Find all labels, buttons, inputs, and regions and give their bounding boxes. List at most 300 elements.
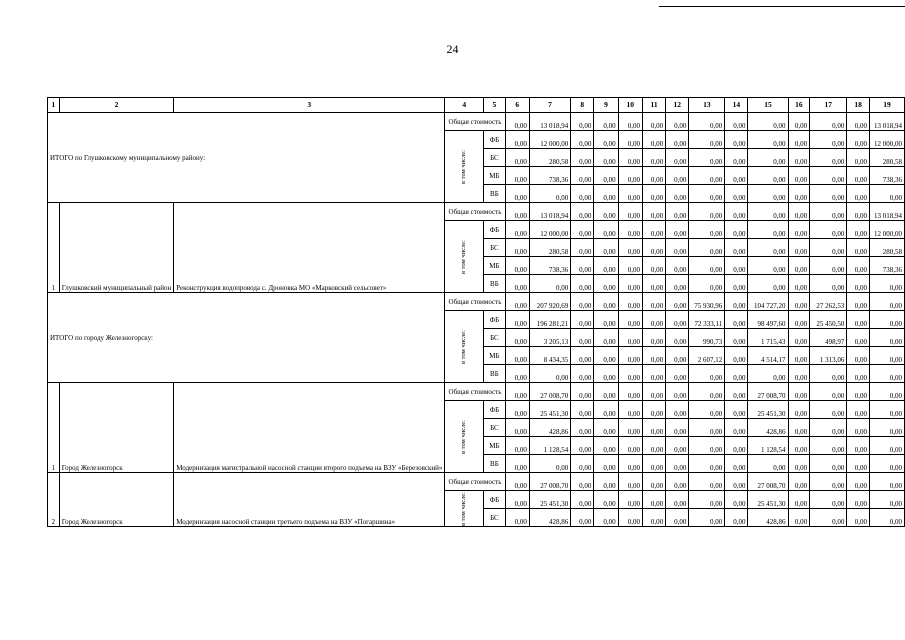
value-cell: 0,00 <box>847 401 870 419</box>
value-cell: 0,00 <box>689 131 725 149</box>
value-cell: 0,00 <box>847 221 870 239</box>
value-cell: 0,00 <box>618 437 642 455</box>
value-cell: 0,00 <box>788 185 810 203</box>
value-cell: 0,00 <box>847 329 870 347</box>
total-cost-label: Общая стоимость <box>445 203 505 221</box>
value-cell: 0,00 <box>594 221 618 239</box>
funding-source: БС <box>484 239 505 257</box>
value-cell: 207 920,69 <box>529 293 570 311</box>
value-cell: 0,00 <box>505 419 529 437</box>
value-cell: 0,00 <box>870 491 905 509</box>
value-cell: 0,00 <box>788 473 810 491</box>
value-cell: 0,00 <box>571 293 594 311</box>
value-cell: 0,00 <box>689 167 725 185</box>
value-cell: 0,00 <box>642 509 665 527</box>
value-cell: 0,00 <box>725 185 748 203</box>
value-cell: 428,86 <box>529 419 570 437</box>
value-cell: 0,00 <box>689 401 725 419</box>
value-cell: 0,00 <box>594 419 618 437</box>
funding-source: ФБ <box>484 401 505 419</box>
value-cell: 0,00 <box>594 383 618 401</box>
value-cell: 0,00 <box>870 365 905 383</box>
value-cell: 0,00 <box>618 275 642 293</box>
value-cell: 0,00 <box>642 455 665 473</box>
value-cell: 0,00 <box>571 383 594 401</box>
value-cell: 0,00 <box>505 185 529 203</box>
value-cell: 0,00 <box>571 455 594 473</box>
value-cell: 0,00 <box>505 347 529 365</box>
value-cell: 0,00 <box>642 383 665 401</box>
col-header: 15 <box>748 98 788 113</box>
col-header: 19 <box>870 98 905 113</box>
value-cell: 0,00 <box>847 239 870 257</box>
value-cell: 0,00 <box>689 509 725 527</box>
municipality-name: Город Железногорск <box>59 383 174 473</box>
value-cell: 0,00 <box>788 311 810 329</box>
value-cell: 0,00 <box>618 293 642 311</box>
value-cell: 0,00 <box>689 383 725 401</box>
value-cell: 280,58 <box>870 149 905 167</box>
value-cell: 0,00 <box>847 491 870 509</box>
value-cell: 0,00 <box>748 239 788 257</box>
value-cell: 27 008,70 <box>748 473 788 491</box>
value-cell: 0,00 <box>666 167 689 185</box>
value-cell: 0,00 <box>748 365 788 383</box>
value-cell: 0,00 <box>810 383 847 401</box>
value-cell: 0,00 <box>666 257 689 275</box>
value-cell: 72 333,11 <box>689 311 725 329</box>
value-cell: 428,86 <box>748 509 788 527</box>
value-cell: 0,00 <box>788 401 810 419</box>
value-cell: 0,00 <box>748 131 788 149</box>
col-header: 17 <box>810 98 847 113</box>
value-cell: 0,00 <box>847 473 870 491</box>
value-cell: 0,00 <box>666 203 689 221</box>
value-cell: 0,00 <box>571 113 594 131</box>
value-cell: 428,86 <box>529 509 570 527</box>
value-cell: 0,00 <box>642 221 665 239</box>
value-cell: 0,00 <box>642 491 665 509</box>
funding-source: ФБ <box>484 311 505 329</box>
value-cell: 428,86 <box>748 419 788 437</box>
in-which-text: в том числе: <box>460 240 468 274</box>
municipality-name: Глушковский муниципальный район <box>59 203 174 293</box>
value-cell: 0,00 <box>748 275 788 293</box>
value-cell: 0,00 <box>618 185 642 203</box>
in-which-label <box>445 401 484 473</box>
value-cell: 0,00 <box>725 437 748 455</box>
value-cell: 25 450,50 <box>810 311 847 329</box>
value-cell: 0,00 <box>642 257 665 275</box>
value-cell: 13 018,94 <box>870 203 905 221</box>
total-cost-label: Общая стоимость <box>445 383 505 401</box>
value-cell: 0,00 <box>870 437 905 455</box>
value-cell: 0,00 <box>725 491 748 509</box>
value-cell: 280,58 <box>870 239 905 257</box>
value-cell: 0,00 <box>810 275 847 293</box>
value-cell: 738,36 <box>529 257 570 275</box>
funding-source: ФБ <box>484 221 505 239</box>
value-cell: 0,00 <box>748 203 788 221</box>
in-which-label <box>445 491 484 527</box>
value-cell: 0,00 <box>618 113 642 131</box>
value-cell: 0,00 <box>788 239 810 257</box>
value-cell: 0,00 <box>666 437 689 455</box>
value-cell: 0,00 <box>505 221 529 239</box>
value-cell: 0,00 <box>594 167 618 185</box>
value-cell: 0,00 <box>725 383 748 401</box>
value-cell: 0,00 <box>666 491 689 509</box>
col-header: 2 <box>59 98 174 113</box>
value-cell: 0,00 <box>725 509 748 527</box>
total-row <box>48 113 905 131</box>
in-which-text: в том числе: <box>460 150 468 184</box>
value-cell: 13 018,94 <box>529 203 570 221</box>
value-cell: 0,00 <box>810 455 847 473</box>
object-row <box>48 473 905 491</box>
value-cell: 0,00 <box>571 311 594 329</box>
value-cell: 0,00 <box>505 149 529 167</box>
value-cell: 0,00 <box>870 311 905 329</box>
value-cell: 0,00 <box>788 383 810 401</box>
value-cell: 0,00 <box>788 221 810 239</box>
value-cell: 0,00 <box>571 203 594 221</box>
value-cell: 0,00 <box>788 167 810 185</box>
value-cell: 0,00 <box>689 275 725 293</box>
value-cell: 0,00 <box>666 149 689 167</box>
value-cell: 8 434,35 <box>529 347 570 365</box>
value-cell: 1 715,43 <box>748 329 788 347</box>
value-cell: 0,00 <box>725 419 748 437</box>
value-cell: 0,00 <box>689 185 725 203</box>
value-cell: 0,00 <box>725 365 748 383</box>
funding-source: ВБ <box>484 185 505 203</box>
funding-source: БС <box>484 509 505 527</box>
value-cell: 0,00 <box>529 365 570 383</box>
col-header: 7 <box>529 98 570 113</box>
value-cell: 0,00 <box>594 455 618 473</box>
value-cell: 738,36 <box>529 167 570 185</box>
value-cell: 0,00 <box>618 203 642 221</box>
value-cell: 0,00 <box>788 275 810 293</box>
value-cell: 0,00 <box>571 221 594 239</box>
col-header: 3 <box>174 98 445 113</box>
value-cell: 0,00 <box>505 257 529 275</box>
object-name: Реконструкция водопровода с. Дроновка МО «Марковский сельсовет» <box>174 203 445 293</box>
total-row <box>48 293 905 311</box>
value-cell: 0,00 <box>810 473 847 491</box>
value-cell: 0,00 <box>666 311 689 329</box>
value-cell: 0,00 <box>847 311 870 329</box>
value-cell: 98 497,60 <box>748 311 788 329</box>
value-cell: 0,00 <box>666 473 689 491</box>
value-cell: 0,00 <box>810 167 847 185</box>
value-cell: 13 018,94 <box>529 113 570 131</box>
value-cell: 0,00 <box>642 365 665 383</box>
value-cell: 0,00 <box>618 473 642 491</box>
value-cell: 0,00 <box>666 419 689 437</box>
value-cell: 0,00 <box>725 311 748 329</box>
value-cell: 0,00 <box>847 455 870 473</box>
funding-source: МБ <box>484 167 505 185</box>
value-cell: 0,00 <box>689 113 725 131</box>
value-cell: 0,00 <box>725 221 748 239</box>
value-cell: 0,00 <box>505 401 529 419</box>
value-cell: 0,00 <box>810 365 847 383</box>
value-cell: 0,00 <box>870 329 905 347</box>
value-cell: 0,00 <box>571 131 594 149</box>
value-cell: 0,00 <box>618 401 642 419</box>
value-cell: 0,00 <box>810 509 847 527</box>
value-cell: 0,00 <box>594 365 618 383</box>
value-cell: 0,00 <box>788 455 810 473</box>
value-cell: 0,00 <box>571 167 594 185</box>
col-header: 14 <box>725 98 748 113</box>
value-cell: 12 000,00 <box>529 221 570 239</box>
value-cell: 0,00 <box>689 437 725 455</box>
value-cell: 0,00 <box>642 275 665 293</box>
value-cell: 0,00 <box>847 131 870 149</box>
value-cell: 0,00 <box>748 257 788 275</box>
value-cell: 0,00 <box>642 401 665 419</box>
value-cell: 25 451,30 <box>748 491 788 509</box>
value-cell: 27 008,70 <box>748 383 788 401</box>
funding-source: МБ <box>484 257 505 275</box>
value-cell: 0,00 <box>618 131 642 149</box>
value-cell: 0,00 <box>642 473 665 491</box>
value-cell: 0,00 <box>847 113 870 131</box>
value-cell: 0,00 <box>666 329 689 347</box>
value-cell: 0,00 <box>847 419 870 437</box>
value-cell: 0,00 <box>725 203 748 221</box>
value-cell: 0,00 <box>748 185 788 203</box>
value-cell: 12 000,00 <box>870 221 905 239</box>
value-cell: 0,00 <box>725 167 748 185</box>
total-label: ИТОГО по Глушковскому муниципальному району: <box>48 113 445 203</box>
value-cell: 0,00 <box>618 419 642 437</box>
value-cell: 0,00 <box>571 419 594 437</box>
funding-source: ФБ <box>484 131 505 149</box>
funding-source: МБ <box>484 437 505 455</box>
in-which-text: в том числе: <box>460 420 468 454</box>
value-cell: 27 262,53 <box>810 293 847 311</box>
value-cell: 0,00 <box>725 131 748 149</box>
value-cell: 0,00 <box>689 149 725 167</box>
value-cell: 0,00 <box>642 167 665 185</box>
value-cell: 0,00 <box>725 455 748 473</box>
value-cell: 0,00 <box>748 221 788 239</box>
value-cell: 0,00 <box>571 473 594 491</box>
value-cell: 0,00 <box>505 437 529 455</box>
value-cell: 0,00 <box>788 509 810 527</box>
value-cell: 0,00 <box>618 509 642 527</box>
col-header: 1 <box>48 98 60 113</box>
value-cell: 196 281,21 <box>529 311 570 329</box>
value-cell: 0,00 <box>505 473 529 491</box>
value-cell: 0,00 <box>870 455 905 473</box>
value-cell: 0,00 <box>689 257 725 275</box>
object-name: Модернизация насосной станции третьего подъема на ВЗУ «Погаршина» <box>174 473 445 527</box>
funding-source: БС <box>484 419 505 437</box>
value-cell: 1 128,54 <box>529 437 570 455</box>
col-header: 6 <box>505 98 529 113</box>
value-cell: 0,00 <box>666 509 689 527</box>
value-cell: 738,36 <box>870 167 905 185</box>
value-cell: 0,00 <box>571 509 594 527</box>
value-cell: 0,00 <box>666 455 689 473</box>
value-cell: 0,00 <box>505 383 529 401</box>
value-cell: 0,00 <box>505 509 529 527</box>
value-cell: 0,00 <box>847 365 870 383</box>
value-cell: 0,00 <box>810 149 847 167</box>
row-index: 1 <box>48 203 60 293</box>
value-cell: 0,00 <box>571 275 594 293</box>
value-cell: 0,00 <box>810 437 847 455</box>
value-cell: 738,36 <box>870 257 905 275</box>
value-cell: 0,00 <box>505 455 529 473</box>
object-row <box>48 203 905 221</box>
value-cell: 0,00 <box>689 365 725 383</box>
value-cell: 0,00 <box>870 509 905 527</box>
value-cell: 0,00 <box>571 347 594 365</box>
value-cell: 0,00 <box>666 131 689 149</box>
value-cell: 0,00 <box>594 473 618 491</box>
value-cell: 0,00 <box>642 239 665 257</box>
in-which-label <box>445 311 484 383</box>
value-cell: 12 000,00 <box>870 131 905 149</box>
value-cell: 0,00 <box>666 239 689 257</box>
value-cell: 0,00 <box>618 311 642 329</box>
value-cell: 0,00 <box>870 401 905 419</box>
total-label: ИТОГО по городу Железногорску: <box>48 293 445 383</box>
value-cell: 0,00 <box>666 185 689 203</box>
value-cell: 0,00 <box>788 257 810 275</box>
value-cell: 990,73 <box>689 329 725 347</box>
value-cell: 0,00 <box>870 275 905 293</box>
total-cost-label: Общая стоимость <box>445 113 505 131</box>
value-cell: 25 451,30 <box>748 401 788 419</box>
value-cell: 0,00 <box>642 437 665 455</box>
value-cell: 280,58 <box>529 149 570 167</box>
value-cell: 0,00 <box>788 347 810 365</box>
value-cell: 0,00 <box>788 131 810 149</box>
value-cell: 0,00 <box>594 293 618 311</box>
value-cell: 0,00 <box>810 131 847 149</box>
value-cell: 0,00 <box>571 185 594 203</box>
value-cell: 0,00 <box>642 185 665 203</box>
value-cell: 27 008,70 <box>529 383 570 401</box>
value-cell: 0,00 <box>847 437 870 455</box>
value-cell: 0,00 <box>642 347 665 365</box>
funding-source: ВБ <box>484 365 505 383</box>
value-cell: 0,00 <box>689 239 725 257</box>
value-cell: 280,58 <box>529 239 570 257</box>
value-cell: 0,00 <box>870 347 905 365</box>
value-cell: 0,00 <box>810 185 847 203</box>
value-cell: 0,00 <box>810 419 847 437</box>
value-cell: 0,00 <box>618 365 642 383</box>
value-cell: 0,00 <box>870 293 905 311</box>
funding-source: ВБ <box>484 275 505 293</box>
value-cell: 0,00 <box>748 167 788 185</box>
value-cell: 0,00 <box>810 113 847 131</box>
col-header: 16 <box>788 98 810 113</box>
value-cell: 0,00 <box>666 347 689 365</box>
col-header: 4 <box>445 98 484 113</box>
total-cost-label: Общая стоимость <box>445 293 505 311</box>
value-cell: 0,00 <box>725 293 748 311</box>
value-cell: 0,00 <box>666 365 689 383</box>
value-cell: 0,00 <box>642 293 665 311</box>
value-cell: 12 000,00 <box>529 131 570 149</box>
value-cell: 0,00 <box>847 185 870 203</box>
value-cell: 0,00 <box>594 185 618 203</box>
header-row <box>48 98 905 113</box>
value-cell: 0,00 <box>725 275 748 293</box>
value-cell: 0,00 <box>642 203 665 221</box>
value-cell: 0,00 <box>666 221 689 239</box>
value-cell: 0,00 <box>594 437 618 455</box>
value-cell: 0,00 <box>666 293 689 311</box>
value-cell: 0,00 <box>642 329 665 347</box>
value-cell: 0,00 <box>870 185 905 203</box>
value-cell: 0,00 <box>870 473 905 491</box>
value-cell: 0,00 <box>725 113 748 131</box>
value-cell: 498,97 <box>810 329 847 347</box>
value-cell: 0,00 <box>810 221 847 239</box>
value-cell: 0,00 <box>725 257 748 275</box>
col-header: 13 <box>689 98 725 113</box>
value-cell: 25 451,30 <box>529 401 570 419</box>
value-cell: 0,00 <box>748 455 788 473</box>
value-cell: 0,00 <box>618 455 642 473</box>
top-rule <box>659 6 905 7</box>
value-cell: 0,00 <box>847 275 870 293</box>
value-cell: 0,00 <box>571 491 594 509</box>
value-cell: 0,00 <box>666 113 689 131</box>
value-cell: 0,00 <box>505 365 529 383</box>
value-cell: 0,00 <box>788 149 810 167</box>
municipality-name: Город Железногорск <box>59 473 174 527</box>
value-cell: 0,00 <box>689 203 725 221</box>
value-cell: 0,00 <box>689 491 725 509</box>
value-cell: 0,00 <box>666 401 689 419</box>
value-cell: 0,00 <box>642 131 665 149</box>
value-cell: 0,00 <box>725 347 748 365</box>
value-cell: 0,00 <box>725 149 748 167</box>
value-cell: 0,00 <box>788 329 810 347</box>
funding-source: БС <box>484 329 505 347</box>
in-which-text: в том числе: <box>460 330 468 364</box>
value-cell: 0,00 <box>847 293 870 311</box>
value-cell: 104 727,20 <box>748 293 788 311</box>
value-cell: 0,00 <box>594 131 618 149</box>
col-header: 9 <box>594 98 618 113</box>
value-cell: 0,00 <box>725 401 748 419</box>
value-cell: 3 205,13 <box>529 329 570 347</box>
col-header: 18 <box>847 98 870 113</box>
value-cell: 0,00 <box>571 437 594 455</box>
value-cell: 0,00 <box>618 239 642 257</box>
value-cell: 0,00 <box>571 365 594 383</box>
total-cost-label: Общая стоимость <box>445 473 505 491</box>
value-cell: 0,00 <box>571 149 594 167</box>
value-cell: 0,00 <box>788 437 810 455</box>
col-header: 8 <box>571 98 594 113</box>
page-number: 24 <box>446 42 459 56</box>
value-cell: 0,00 <box>810 401 847 419</box>
value-cell: 0,00 <box>505 275 529 293</box>
